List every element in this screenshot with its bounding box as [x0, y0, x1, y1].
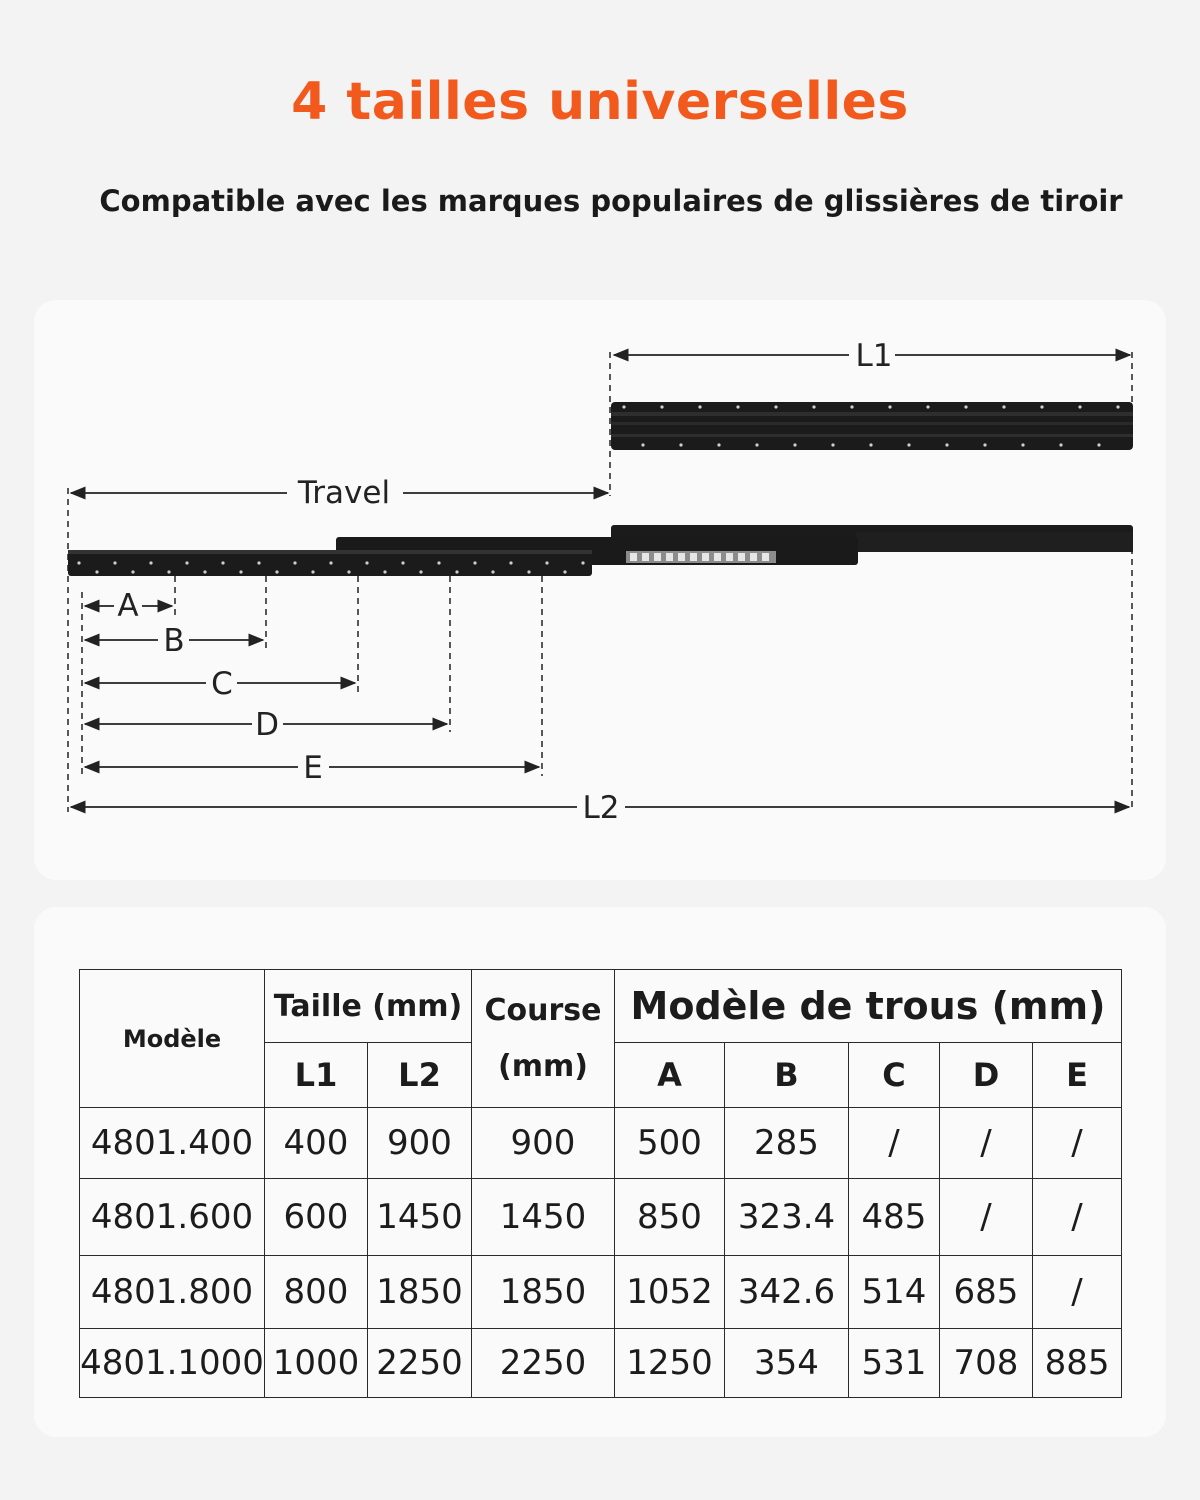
table-row: [80, 1108, 1122, 1179]
rail-hole: [293, 561, 296, 564]
rail-hole: [167, 570, 170, 573]
rail-hole: [239, 570, 242, 573]
header-l2: L2: [368, 1043, 472, 1108]
rail-hole: [698, 405, 701, 408]
cell-course: 1450: [472, 1179, 615, 1256]
cell-b: 354: [725, 1329, 849, 1398]
rail-hole: [679, 443, 682, 446]
cell-d: /: [940, 1179, 1033, 1256]
header-c: C: [849, 1043, 940, 1108]
cell-e: /: [1033, 1256, 1122, 1329]
rail-extended: [68, 525, 1133, 576]
header-course-line2: (mm): [498, 1048, 588, 1084]
label-l2: L2: [582, 790, 620, 826]
roller-bearing: [750, 553, 757, 561]
rail-hole: [1021, 443, 1024, 446]
rail-hole: [509, 561, 512, 564]
rail-hole: [257, 561, 260, 564]
cell-e: /: [1033, 1179, 1122, 1256]
rail-hole: [77, 561, 80, 564]
cell-model: 4801.1000: [80, 1329, 265, 1398]
rail-hole: [581, 561, 584, 564]
rail-hole: [329, 561, 332, 564]
header-e: E: [1033, 1043, 1122, 1108]
drawer-slide-diagram: [34, 300, 1166, 880]
cell-l1: 800: [265, 1256, 368, 1329]
rail-hole: [869, 443, 872, 446]
rail-hole: [907, 443, 910, 446]
label-l1: L1: [855, 338, 893, 374]
rail-hole: [717, 443, 720, 446]
header-l1: L1: [265, 1043, 368, 1108]
rail-hole: [491, 570, 494, 573]
rail-hole: [131, 570, 134, 573]
cell-l2: 1850: [368, 1256, 472, 1329]
header-course-line1: Course: [484, 992, 602, 1028]
rail-hole: [527, 570, 530, 573]
cell-d: 685: [940, 1256, 1033, 1329]
cell-a: 500: [615, 1108, 725, 1179]
rail-hole: [545, 561, 548, 564]
cell-model: 4801.400: [80, 1108, 265, 1179]
cell-model: 4801.800: [80, 1256, 265, 1329]
rail-hole: [455, 570, 458, 573]
page-title: 4 tailles universelles: [291, 72, 909, 132]
rail-hole: [365, 561, 368, 564]
cell-c: /: [849, 1108, 940, 1179]
rail-hole: [473, 561, 476, 564]
header-model: Modèle: [80, 970, 265, 1108]
spec-table: [79, 969, 1122, 1398]
rail-hole: [185, 561, 188, 564]
roller-bearing: [714, 553, 721, 561]
rail-hole: [831, 443, 834, 446]
roller-bearing: [726, 553, 733, 561]
roller-bearing: [678, 553, 685, 561]
cell-l1: 1000: [265, 1329, 368, 1398]
roller-bearing: [654, 553, 661, 561]
label-e: E: [303, 750, 323, 786]
cell-course: 900: [472, 1108, 615, 1179]
rail-hole: [1116, 405, 1119, 408]
cell-l2: 2250: [368, 1329, 472, 1398]
rail-hole: [203, 570, 206, 573]
rail-hole: [945, 443, 948, 446]
rail-hole: [736, 405, 739, 408]
rail-hole: [812, 405, 815, 408]
cell-b: 323.4: [725, 1179, 849, 1256]
roller-bearing: [630, 553, 637, 561]
rail-hole: [563, 570, 566, 573]
rail-hole: [1097, 443, 1100, 446]
rail-hole: [347, 570, 350, 573]
header-b: B: [725, 1043, 849, 1108]
rail-hole: [850, 405, 853, 408]
rail-hole: [774, 405, 777, 408]
rail-hole: [964, 405, 967, 408]
cell-model: 4801.600: [80, 1179, 265, 1256]
rail-hole: [113, 561, 116, 564]
rail-hole: [660, 405, 663, 408]
rail-hole: [275, 570, 278, 573]
rail-hole: [419, 570, 422, 573]
table-row: [80, 1179, 1122, 1256]
rail-hole: [1002, 405, 1005, 408]
header-d: D: [940, 1043, 1033, 1108]
cell-d: 708: [940, 1329, 1033, 1398]
table-row: [80, 1329, 1122, 1398]
cell-d: /: [940, 1108, 1033, 1179]
rail-hole: [641, 443, 644, 446]
rail-hole: [401, 561, 404, 564]
rail-hole: [793, 443, 796, 446]
rail-hole: [983, 443, 986, 446]
rail-hole: [149, 561, 152, 564]
spec-table-card: [34, 907, 1166, 1437]
rail-hole: [311, 570, 314, 573]
cell-e: /: [1033, 1108, 1122, 1179]
rail-hole: [221, 561, 224, 564]
roller-bearing: [642, 553, 649, 561]
rail-hole: [1059, 443, 1062, 446]
cell-l2: 900: [368, 1108, 472, 1179]
dimension-diagram-card: [34, 300, 1166, 880]
table-row: [80, 1256, 1122, 1329]
header-a: A: [615, 1043, 725, 1108]
rail-hole: [1078, 405, 1081, 408]
header-size-group: Taille (mm): [265, 970, 472, 1043]
label-d: D: [255, 707, 279, 743]
label-a: A: [117, 588, 139, 624]
cell-course: 1850: [472, 1256, 615, 1329]
label-b: B: [163, 623, 185, 659]
header-holes-group: Modèle de trous (mm): [615, 970, 1122, 1043]
roller-bearing: [738, 553, 745, 561]
roller-bearing: [690, 553, 697, 561]
rail-hole: [1040, 405, 1043, 408]
rail-hole: [383, 570, 386, 573]
cell-a: 850: [615, 1179, 725, 1256]
cell-l1: 400: [265, 1108, 368, 1179]
rail-hole: [926, 405, 929, 408]
rail-hole: [622, 405, 625, 408]
cell-c: 531: [849, 1329, 940, 1398]
cell-l1: 600: [265, 1179, 368, 1256]
cell-c: 514: [849, 1256, 940, 1329]
rail-hole: [755, 443, 758, 446]
roller-bearing: [762, 553, 769, 561]
label-c: C: [211, 666, 233, 702]
cell-a: 1052: [615, 1256, 725, 1329]
cell-b: 285: [725, 1108, 849, 1179]
header-course: [472, 970, 615, 1108]
roller-bearing: [702, 553, 709, 561]
label-travel: Travel: [297, 475, 391, 511]
rail-hole: [95, 570, 98, 573]
cell-course: 2250: [472, 1329, 615, 1398]
cell-b: 342.6: [725, 1256, 849, 1329]
page-subtitle: Compatible avec les marques populaires de glissières de tiroir: [99, 184, 1123, 218]
rail-hole: [888, 405, 891, 408]
cell-l2: 1450: [368, 1179, 472, 1256]
cell-a: 1250: [615, 1329, 725, 1398]
cell-e: 885: [1033, 1329, 1122, 1398]
roller-bearing: [666, 553, 673, 561]
rail-hole: [437, 561, 440, 564]
cell-c: 485: [849, 1179, 940, 1256]
rail-top: [611, 402, 1133, 450]
